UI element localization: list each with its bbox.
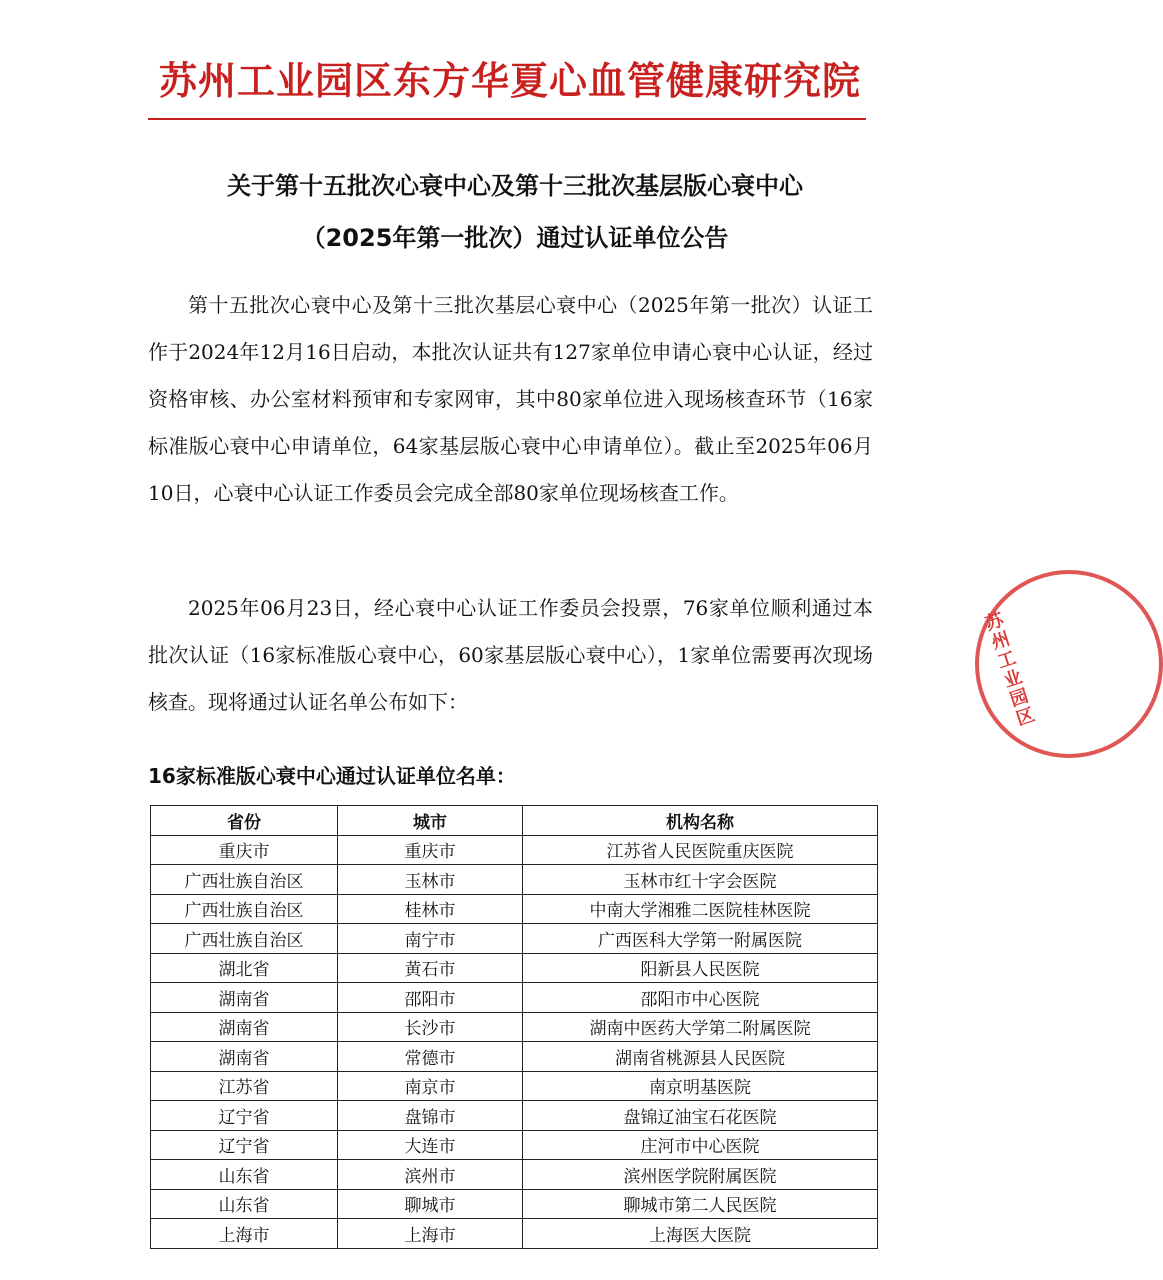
table-row — [151, 865, 878, 895]
cell-institution: 中南大学湘雅二医院桂林医院 — [523, 894, 878, 924]
cell-province: 广西壮族自治区 — [151, 865, 338, 895]
cell-province: 湖南省 — [151, 1012, 338, 1042]
cell-institution: 邵阳市中心医院 — [523, 983, 878, 1013]
cell-institution: 滨州医学院附属医院 — [523, 1160, 878, 1190]
cell-city: 重庆市 — [338, 835, 523, 865]
list-heading: 16家标准版心衰中心通过认证单位名单： — [148, 764, 516, 788]
cell-city: 常德市 — [338, 1042, 523, 1072]
cell-province: 湖南省 — [151, 983, 338, 1013]
cell-institution: 南京明基医院 — [523, 1071, 878, 1101]
table-row — [151, 1189, 878, 1219]
cell-province: 辽宁省 — [151, 1130, 338, 1160]
cell-institution: 庄河市中心医院 — [523, 1130, 878, 1160]
cell-institution: 广西医科大学第一附属医院 — [523, 924, 878, 954]
cell-province: 广西壮族自治区 — [151, 894, 338, 924]
cell-city: 南京市 — [338, 1071, 523, 1101]
cell-city: 南宁市 — [338, 924, 523, 954]
cell-institution: 聊城市第二人民医院 — [523, 1189, 878, 1219]
table-row — [151, 1012, 878, 1042]
letterhead-title: 苏州工业园区东方华夏心血管健康研究院 — [158, 58, 861, 103]
cell-province: 辽宁省 — [151, 1101, 338, 1131]
table-row — [151, 835, 878, 865]
table-row — [151, 953, 878, 983]
header-city: 城市 — [338, 806, 523, 836]
table-header-row — [151, 806, 878, 836]
table-row — [151, 1071, 878, 1101]
cell-institution: 湖南中医药大学第二附属医院 — [523, 1012, 878, 1042]
cell-city: 玉林市 — [338, 865, 523, 895]
cell-institution: 玉林市红十字会医院 — [523, 865, 878, 895]
cell-city: 大连市 — [338, 1130, 523, 1160]
notice-paragraph-2: 2025年06月23日，经心衰中心认证工作委员会投票，76家单位顺利通过本批次认证（16家标准版心衰中心，60家基层版心衰中心），1家单位需要再次现场核查。现将通过认证名单公布如下： — [148, 596, 873, 714]
notice-title-line2: （2025年第一批次）通过认证单位公告 — [301, 224, 729, 252]
table-row — [151, 1160, 878, 1190]
table-row — [151, 1101, 878, 1131]
cell-city: 上海市 — [338, 1219, 523, 1249]
notice-title-line1: 关于第十五批次心衰中心及第十三批次基层版心衰中心 — [227, 172, 803, 200]
cell-province: 山东省 — [151, 1189, 338, 1219]
cell-province: 山东省 — [151, 1160, 338, 1190]
cell-institution: 上海医大医院 — [523, 1219, 878, 1249]
cell-province: 上海市 — [151, 1219, 338, 1249]
cell-province: 湖南省 — [151, 1042, 338, 1072]
table-row — [151, 1042, 878, 1072]
table-row — [151, 894, 878, 924]
cell-province: 湖北省 — [151, 953, 338, 983]
table-row — [151, 983, 878, 1013]
cell-province: 江苏省 — [151, 1071, 338, 1101]
table-row — [151, 1219, 878, 1249]
cell-city: 滨州市 — [338, 1160, 523, 1190]
cell-institution: 盘锦辽油宝石花医院 — [523, 1101, 878, 1131]
letterhead-rule — [148, 118, 866, 120]
cell-institution: 湖南省桃源县人民医院 — [523, 1042, 878, 1072]
certified-units-table — [150, 805, 878, 1249]
cell-province: 广西壮族自治区 — [151, 924, 338, 954]
table-row — [151, 1130, 878, 1160]
cell-institution: 江苏省人民医院重庆医院 — [523, 835, 878, 865]
cell-institution: 阳新县人民医院 — [523, 953, 878, 983]
cell-city: 邵阳市 — [338, 983, 523, 1013]
cell-city: 长沙市 — [338, 1012, 523, 1042]
cell-province: 重庆市 — [151, 835, 338, 865]
notice-paragraph-1: 第十五批次心衰中心及第十三批次基层心衰中心（2025年第一批次）认证工作于2024年12月16日启动，本批次认证共有127家单位申请心衰中心认证，经过资格审核、办公室材料预审和专家网审，其中80家单位进入现场核查环节（16家标准版心衰中心申请单位，64家基层版心衰中心申请单位）。截止至2025年06月10日，心衰中心认证工作委员会完成全部80家单位现场核查工作。 — [148, 293, 873, 505]
cell-city: 黄石市 — [338, 953, 523, 983]
cell-city: 盘锦市 — [338, 1101, 523, 1131]
header-province: 省份 — [151, 806, 338, 836]
table-row — [151, 924, 878, 954]
cell-city: 桂林市 — [338, 894, 523, 924]
header-institution: 机构名称 — [523, 806, 878, 836]
official-seal-text: 苏州工业园区 — [979, 609, 1038, 731]
cell-city: 聊城市 — [338, 1189, 523, 1219]
